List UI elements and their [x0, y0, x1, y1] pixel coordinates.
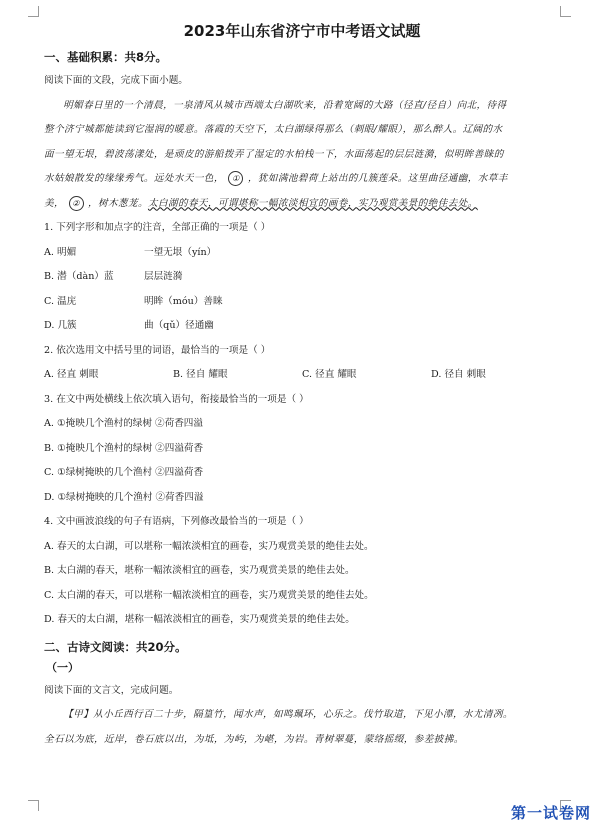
crop-mark-top-right — [560, 6, 571, 17]
option-d: D. 径自 刺眼 — [431, 369, 486, 380]
section1-instruction: 阅读下面的文段，完成下面小题。 — [44, 75, 188, 86]
section2-heading: 二、古诗文阅读：共20分。 — [44, 639, 187, 654]
passage-line: 明媚春日里的一个清晨，一泉清风从城市西端太白湖吹来，沿着宽阔的大路（径直/径自）向北，待得 — [63, 99, 507, 111]
section2-instruction: 阅读下面的文言文，完成问题。 — [44, 684, 179, 696]
question-4 — [44, 510, 560, 633]
passage-line — [44, 192, 560, 217]
question-stem: 4. 文中画波浪线的句子有语病，下列修改最恰当的一项是（ ） — [44, 516, 309, 527]
option-b: B. ①掩映几个渔村的绿树 ②四溢荷香 — [44, 442, 204, 454]
option-b: B. 径自 耀眼 — [173, 369, 228, 380]
option-c: C. 径直 耀眼 — [302, 369, 357, 380]
section1-passage — [44, 94, 560, 217]
question-stem: 1. 下列字形和加点字的注音，全部正确的一项是（ ） — [44, 222, 271, 233]
passage-line: 整个济宁城都能读到它湿润的暖意。落霞的天空下，太白湖绿得那么（刺眼/耀眼），那么醉人。辽阔的水 — [44, 124, 503, 135]
passage-line — [44, 167, 560, 192]
question-1 — [44, 216, 560, 339]
question-3 — [44, 388, 560, 511]
passage-text: ，树木葱茏。 — [88, 197, 148, 209]
option-b: B. 太白湖的春天，堪称一幅浓淡相宜的画卷，实乃观赏美景的绝佳去处。 — [44, 565, 355, 576]
passage-text: 水姑娘散发的缘缘秀气。远处水天一色， — [44, 173, 224, 184]
option-a: A. ①掩映几个渔村的绿树 ②荷香四溢 — [44, 418, 203, 429]
passage-text: ，犹如满池碧荷上站出的几簇莲朵。这里曲径通幽，水草丰 — [247, 173, 508, 184]
question-stem: 2. 依次选用文中括号里的词语，最恰当的一项是（ ） — [44, 344, 271, 356]
crop-mark-top-left — [28, 6, 39, 17]
option-d: D. 春天的太白湖，堪称一幅浓淡相宜的画卷，实乃观赏美景的绝佳去处。 — [44, 614, 355, 625]
passage-text: 美， — [44, 197, 64, 209]
option-c: C. ①绿树掩映的几个渔村 ②四溢荷香 — [44, 467, 204, 478]
option-a: A. 径直 刺眼 — [44, 369, 99, 380]
option-c: C. 太白湖的春天，可以堪称一幅浓淡相宜的画卷，实乃观赏美景的绝佳去处。 — [44, 589, 374, 601]
option-row — [44, 363, 560, 388]
option-d: D. ①绿树掩映的几个渔村 ②荷香四溢 — [44, 491, 204, 503]
wavy-underlined-sentence: 太白湖的春天，可谓堪称一幅浓淡相宜的画卷，实乃观赏美景的绝佳去处。 — [147, 197, 478, 209]
page-title: 2023年山东省济宁市中考语文试题 — [183, 22, 421, 40]
question-stem: 3. 在文中两处横线上依次填入语句，衔接最恰当的一项是（ ） — [44, 393, 309, 405]
question-2 — [44, 339, 560, 388]
classical-text-line: 全石以为底，近岸，卷石底以出，为坻，为屿，为嵁，为岩。青树翠蔓，蒙络摇缀，参差披拂。 — [44, 733, 464, 745]
section2-subheading: （一） — [46, 660, 79, 674]
passage-line: 面一望无垠，碧波荡漾处，是顽皮的游船拨弄了湿定的水柏栈一下，水面荡起的层层涟漪，似明眸善睐的 — [44, 148, 504, 160]
option-d: D. 几簇 曲（qǔ）径通幽 — [44, 320, 214, 331]
option-a: A. 春天的太白湖，可以堪称一幅浓淡相宜的画卷，实乃观赏美景的绝佳去处。 — [44, 540, 374, 552]
exam-page — [44, 20, 560, 752]
option-b: B. 潜（dàn）蓝 层层涟漪 — [44, 271, 183, 282]
option-a: A. 明媚 一望无垠（yín） — [44, 246, 217, 258]
option-c: C. 温庑 明眸（móu）善睐 — [44, 295, 223, 307]
site-logo: 第一试卷网 — [510, 804, 591, 822]
blank-2-marker: ② — [69, 196, 84, 211]
section1-heading: 一、基础积累：共8分。 — [44, 50, 168, 64]
classical-text-line: 【甲】从小丘西行百二十步，隔篁竹，闻水声，如鸣珮环，心乐之。伐竹取道，下见小潭，水尤清冽。 — [63, 709, 513, 720]
crop-mark-bottom-left — [28, 800, 39, 811]
blank-1-marker: ① — [228, 171, 243, 186]
blank-1 — [224, 167, 248, 192]
blank-2 — [64, 192, 88, 217]
